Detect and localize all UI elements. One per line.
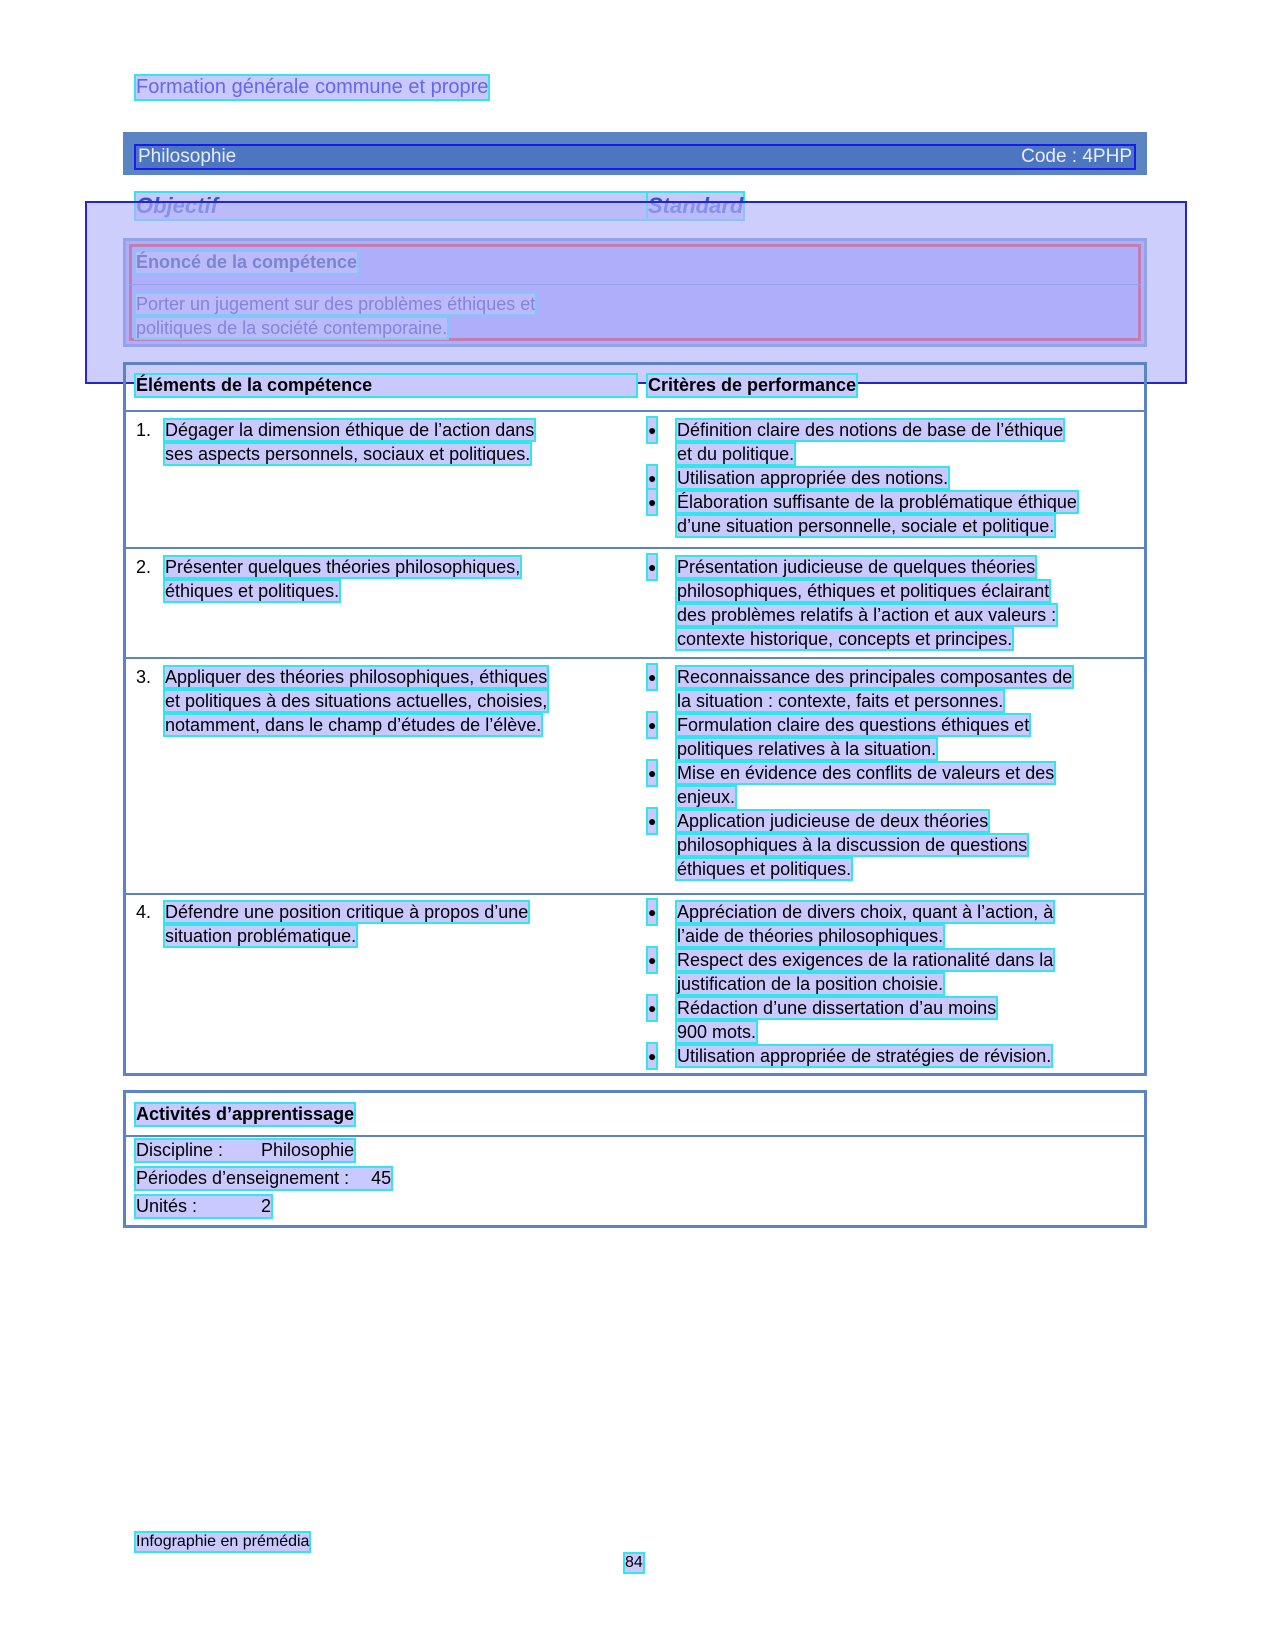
- section-label: Formation générale commune et propre: [136, 76, 489, 98]
- criterion-line: philosophiques à la discussion de questions: [677, 835, 1028, 855]
- bullet-icon: ●: [648, 996, 656, 1020]
- col-header-criteria: Critères de performance: [648, 375, 857, 395]
- header-divider: [126, 410, 1144, 412]
- row-divider: [126, 893, 1144, 895]
- criterion-line: Présentation judicieuse de quelques théories: [677, 557, 1036, 577]
- criterion-line: Définition claire des notions de base de l’éthique: [677, 420, 1064, 440]
- course-code: Code : 4PHP: [1021, 146, 1132, 167]
- page-number: 84: [625, 1554, 643, 1571]
- criteria-list: [648, 418, 1138, 538]
- table-row: [136, 900, 646, 948]
- row-divider: [126, 657, 1144, 659]
- criterion-line: Reconnaissance des principales composantes de: [677, 667, 1073, 687]
- discipline-label: Discipline :: [136, 1140, 224, 1160]
- criterion-line: Application judicieuse de deux théories: [677, 811, 989, 831]
- criterion: [648, 490, 1138, 538]
- criterion: [648, 418, 1138, 466]
- criterion-line: Rédaction d’une dissertation d’au moins: [677, 998, 997, 1018]
- criterion: [648, 1044, 1138, 1068]
- element-line: Dégager la dimension éthique de l’action dans: [165, 420, 535, 440]
- criterion-line: justification de la position choisie.: [677, 974, 944, 994]
- element-number: 3.: [136, 667, 152, 687]
- table-row: [136, 665, 646, 737]
- criterion-line: Formulation claire des questions éthiques et: [677, 715, 1030, 735]
- criterion-line: la situation : contexte, faits et personnes.: [677, 691, 1004, 711]
- activities-divider: [126, 1135, 1144, 1137]
- selection-overlay: [85, 201, 1187, 384]
- bullet-icon: ●: [648, 809, 656, 833]
- discipline-line: [136, 1140, 354, 1161]
- bullet-icon: ●: [648, 665, 656, 689]
- activities-title: Activités d’apprentissage: [136, 1104, 355, 1124]
- element-line: situation problématique.: [165, 926, 357, 946]
- bullet-icon: ●: [648, 713, 656, 737]
- criteria-list: [648, 665, 1138, 881]
- criterion: [648, 996, 1138, 1044]
- bullet-icon: ●: [648, 761, 656, 785]
- criterion-line: Élaboration suffisante de la problématique éthique: [677, 492, 1077, 512]
- criterion: [648, 900, 1138, 948]
- element-number: 2.: [136, 557, 152, 577]
- units-line: [136, 1196, 271, 1217]
- table-row: [136, 555, 646, 603]
- units-label: Unités :: [136, 1196, 198, 1216]
- criterion-line: des problèmes relatifs à l’action et aux valeurs :: [677, 605, 1057, 625]
- criterion-line: enjeux.: [677, 787, 736, 807]
- bullet-icon: ●: [648, 490, 656, 514]
- bullet-icon: ●: [648, 555, 656, 579]
- bullet-icon: ●: [648, 1044, 656, 1068]
- element-line: Présenter quelques théories philosophiques,: [165, 557, 521, 577]
- discipline-value: Philosophie: [261, 1140, 355, 1160]
- criterion: [648, 948, 1138, 996]
- bullet-icon: ●: [648, 948, 656, 972]
- course-name: Philosophie: [138, 146, 237, 167]
- element-number: 4.: [136, 902, 152, 922]
- criterion-line: Appréciation de divers choix, quant à l’action, à: [677, 902, 1054, 922]
- criterion: [648, 466, 1138, 490]
- course-title-bar: [123, 132, 1147, 175]
- element-line: Appliquer des théories philosophiques, éthiques: [165, 667, 548, 687]
- criterion-line: éthiques et politiques.: [677, 859, 852, 879]
- bullet-icon: ●: [648, 900, 656, 924]
- criterion-line: 900 mots.: [677, 1022, 757, 1042]
- criterion-line: Utilisation appropriée des notions.: [677, 468, 949, 488]
- periods-label: Périodes d’enseignement :: [136, 1168, 350, 1188]
- criterion-line: politiques relatives à la situation.: [677, 739, 937, 759]
- table-row: [136, 418, 646, 466]
- element-line: Défendre une position critique à propos d’une: [165, 902, 529, 922]
- criterion-line: philosophiques, éthiques et politiques éclairant: [677, 581, 1050, 601]
- criteria-list: [648, 900, 1138, 1068]
- criterion: [648, 713, 1138, 761]
- bullet-icon: ●: [648, 418, 656, 442]
- criterion: [648, 555, 1138, 651]
- element-line: et politiques à des situations actuelles, choisies,: [165, 691, 548, 711]
- element-line: éthiques et politiques.: [165, 581, 340, 601]
- criterion-line: et du politique.: [677, 444, 795, 464]
- criterion-line: Mise en évidence des conflits de valeurs et des: [677, 763, 1055, 783]
- criterion: [648, 809, 1138, 881]
- col-header-elements: Éléments de la compétence: [136, 375, 636, 396]
- criterion-line: Utilisation appropriée de stratégies de révision.: [677, 1046, 1052, 1066]
- units-value: 2: [261, 1196, 272, 1216]
- criterion-line: Respect des exigences de la rationalité dans la: [677, 950, 1054, 970]
- criterion-line: contexte historique, concepts et principes.: [677, 629, 1013, 649]
- criterion: [648, 665, 1138, 713]
- row-divider: [126, 547, 1144, 549]
- periods-value: 45: [371, 1168, 392, 1188]
- criterion-line: l’aide de théories philosophiques.: [677, 926, 944, 946]
- criterion-line: d’une situation personnelle, sociale et politique.: [677, 516, 1055, 536]
- criterion: [648, 761, 1138, 809]
- criteria-list: [648, 555, 1138, 651]
- bullet-icon: ●: [648, 466, 656, 490]
- footer-program: Infographie en prémédia: [136, 1533, 310, 1550]
- periods-line: [136, 1168, 391, 1189]
- element-line: notamment, dans le champ d’études de l’élève.: [165, 715, 542, 735]
- element-number: 1.: [136, 420, 152, 440]
- element-line: ses aspects personnels, sociaux et politiques.: [165, 444, 531, 464]
